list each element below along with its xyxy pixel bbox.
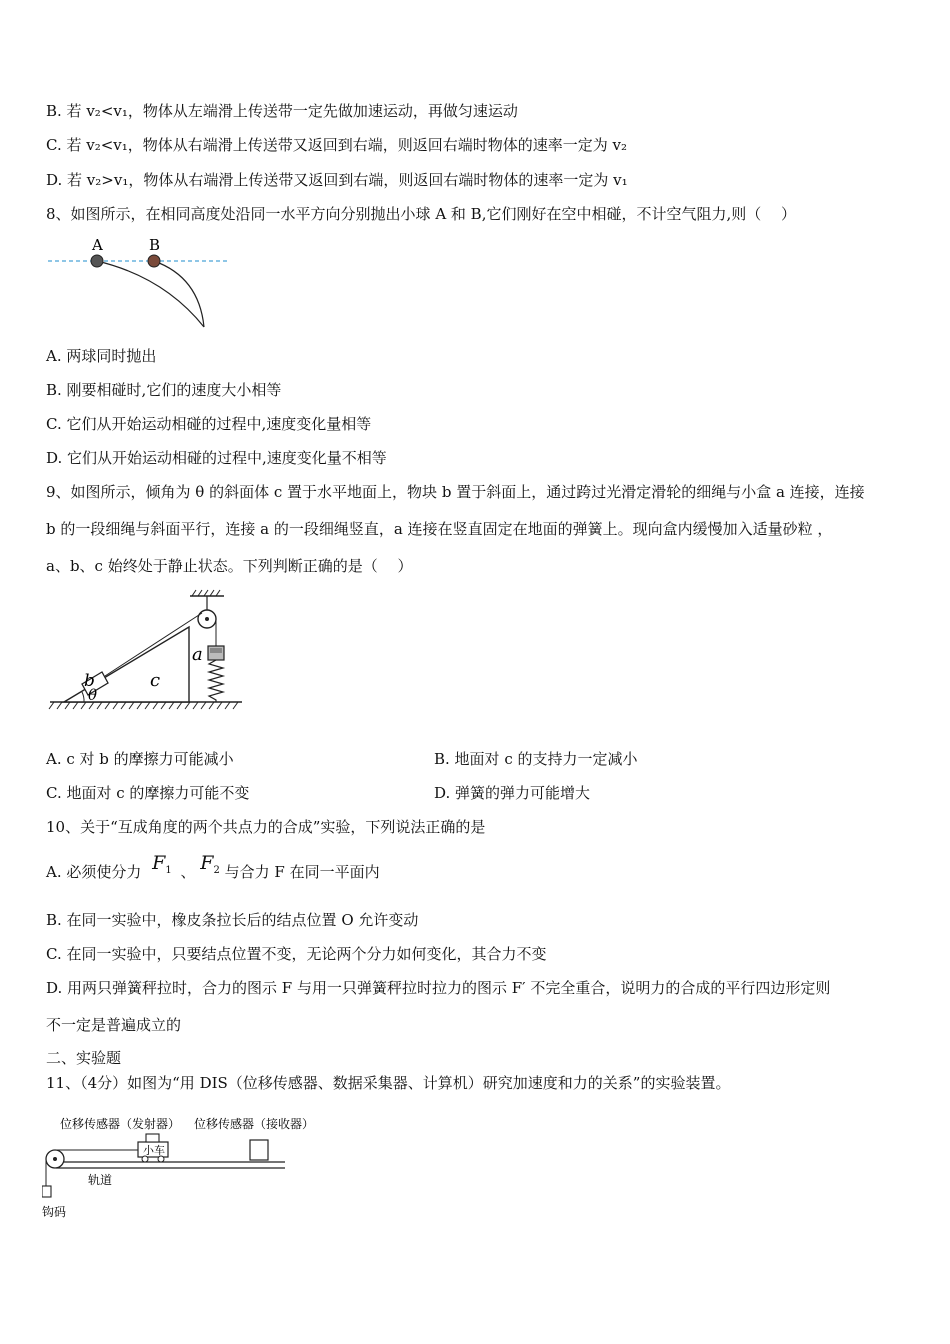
q8-option-a: A. 两球同时抛出: [46, 347, 157, 365]
q7-option-d: D. 若 v₂>v₁，物体从右端滑上传送带又返回到右端，则返回右端时物体的速率一定为 v₁: [46, 171, 628, 189]
label-a: A: [92, 236, 103, 254]
q8-option-c: C. 它们从开始运动相碰的过程中,速度变化量相等: [46, 415, 372, 433]
q11-stem: 11、（4分）如图为“用 DIS（位移传感器、数据采集器、计算机）研究加速度和力的关系”的实验装置。: [46, 1074, 731, 1092]
q10-stem: 10、关于“互成角度的两个共点力的合成”实验，下列说法正确的是: [46, 818, 486, 836]
spring: [209, 660, 223, 702]
q9-option-d: D. 弹簧的弹力可能增大: [434, 784, 591, 802]
q9-option-b: B. 地面对 c 的支持力一定减小: [434, 750, 638, 768]
symbol-f2: F: [200, 852, 214, 874]
trajectory-b: [154, 261, 204, 327]
incline-c: [64, 627, 189, 702]
q8-projectile-figure: [44, 232, 244, 332]
q10-option-d-line2: 不一定是普遍成立的: [46, 1016, 182, 1034]
label-theta: θ: [88, 686, 98, 704]
label-track: 轨道: [88, 1173, 113, 1187]
q10-option-b: B. 在同一实验中，橡皮条拉长后的结点位置 O 允许变动: [46, 911, 419, 929]
label-weight: 钩码: [42, 1205, 67, 1219]
q8-option-b: B. 刚要相碰时,它们的速度大小相等: [46, 381, 282, 399]
q11-dis-apparatus-figure: [42, 1112, 322, 1224]
q10-a-prefix: A. 必须使分力: [46, 863, 142, 881]
q10-option-a: [46, 853, 380, 893]
q7-option-c: C. 若 v₂<v₁，物体从右端滑上传送带又返回到右端，则返回右端时物体的速率一定为 v₂: [46, 136, 628, 154]
label-cart: 小车: [143, 1144, 165, 1157]
trajectory-a: [97, 261, 204, 327]
q7-option-b: B. 若 v₂<v₁，物体从左端滑上传送带一定先做加速运动，再做匀速运动: [46, 102, 518, 120]
emitter: [146, 1134, 159, 1142]
receiver: [250, 1140, 268, 1160]
symbol-f1-sub: 1: [165, 865, 172, 876]
q10-option-d-line1: D. 用两只弹簧秤拉时，合力的图示 F 与用一只弹簧秤拉时拉力的图示 F′ 不完全重合，说明力的合成的平行四边形定则: [46, 979, 831, 997]
label-emitter: 位移传感器（发射器）: [60, 1117, 181, 1131]
q9-option-a: A. c 对 b 的摩擦力可能减小: [46, 750, 234, 768]
q9-incline-figure: [46, 588, 246, 716]
label-receiver: 位移传感器（接收器）: [194, 1117, 315, 1131]
hook-weight: [42, 1186, 51, 1197]
label-b: B: [149, 236, 161, 254]
ball-a: [91, 255, 103, 267]
q10-a-separator: 、: [180, 863, 196, 881]
q10-a-suffix: 与合力 F 在同一平面内: [224, 863, 380, 881]
symbol-f1: F: [152, 852, 166, 874]
section-heading: 二、实验题: [46, 1049, 122, 1067]
q9-stem-line1: 9、如图所示，倾角为 θ 的斜面体 c 置于水平地面上，物块 b 置于斜面上，通过跨过光滑定滑轮的细绳与小盒 a 连接，连接: [46, 483, 865, 501]
label-a: a: [192, 644, 203, 665]
symbol-f2-sub: 2: [213, 865, 220, 876]
q9-stem-line2: b 的一段细绳与斜面平行，连接 a 的一段细绳竖直，a 连接在竖直固定在地面的弹簧上。现向盒内缓慢加入适量砂粒 ，: [46, 520, 833, 538]
ball-b: [148, 255, 160, 267]
q9-stem-line3: a、b、c 始终处于静止状态。下列判断正确的是（ ）: [46, 557, 413, 575]
q8-stem: 8、如图所示，在相同高度处沿同一水平方向分别抛出小球 A 和 B,它们刚好在空中相碰，不计空气阻力,则（ ）: [46, 205, 797, 223]
q8-option-d: D. 它们从开始运动相碰的过程中,速度变化量不相等: [46, 449, 387, 467]
label-b: b: [84, 671, 95, 691]
label-c: c: [150, 670, 161, 691]
q10-option-c: C. 在同一实验中，只要结点位置不变，无论两个分力如何变化，其合力不变: [46, 945, 547, 963]
q9-option-c: C. 地面对 c 的摩擦力可能不变: [46, 784, 250, 802]
